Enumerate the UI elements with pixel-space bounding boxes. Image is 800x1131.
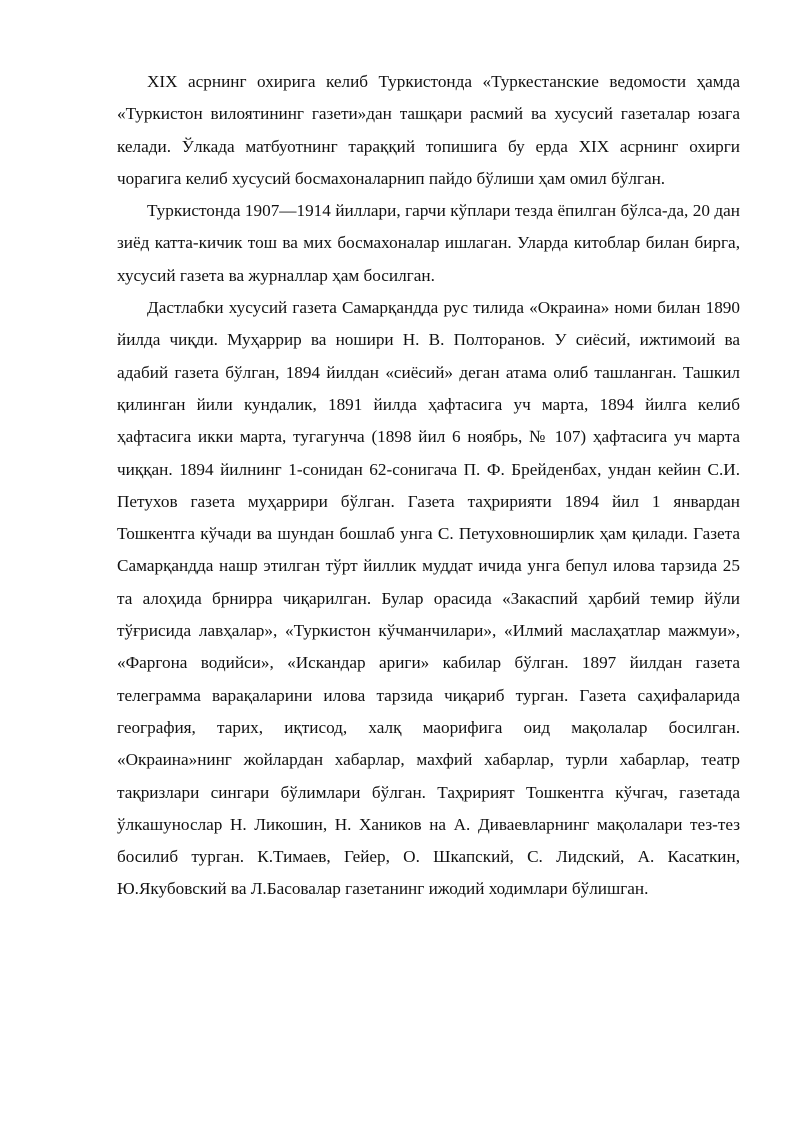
paragraph-2: Туркистонда 1907—1914 йиллари, гарчи кўплари тезда ёпилган бўлса-да, 20 дан зиёд катта-кичик тош ва мих босмахоналар ишлаган. Уларда китоблар билан бирга, хусусий газета ва журналлар ҳам босилган. [117, 201, 740, 285]
paragraph-1: XIX асрнинг охирига келиб Туркистонда «Туркестанские ведомости ҳамда «Туркистон вилоятининг газети»дан ташқари расмий ва хусусий газеталар юзага келади. Ўлкада матбуотнинг тараққий топишига бу ерда XIX асрнинг охирги чорагига келиб хусусий босмахоналарнип пайдо бўлиши ҳам омил бўлган. [117, 72, 740, 188]
document-page [117, 66, 740, 906]
paragraph-3: Дастлабки хусусий газета Самарқандда рус тилида «Окраина» номи билан 1890 йилда чиқди. Муҳаррир ва ношири Н. В. Полторанов. У сиёсий, ижтимоий ва адабий газета бўлган, 1894 йилдан «сиёсий» деган атама олиб ташланган. Ташкил қилинган йили кундалик, 1891 йилда ҳафтасига уч марта, 1894 йилга келиб ҳафтасига икки марта, тугагунча (1898 йил 6 ноябрь, № 107) ҳафтасига уч марта чиққан. 1894 йилнинг 1-сонидан 62-сонигача П. Ф. Брейденбах, ундан кейин С.И. Петухов газета муҳаррири бўлган. Газета таҳририяти 1894 йил 1 январдан Тошкентга кўчади ва шундан бошлаб унга С. Петуховноширлик ҳам қилади. Газета Самарқандда нашр этилган тўрт йиллик муддат ичида унга бепул илова тарзида 25 та алоҳида брнирра чиқарилган. Булар орасида «Закаспий ҳарбий темир йўли тўғрисида лавҳалар», «Туркистон кўчманчилари», «Илмий маслаҳатлар мажмуи», «Фаргона водийси», «Искандар ариги» кабилар бўлган. 1897 йилдан газета телеграмма варақаларини илова тарзида чиқариб турган. Газета саҳифаларида география, тарих, иқтисод, халқ маорифига оид мақолалар босилган. «Окраина»нинг жойлардан хабарлар, махфий хабарлар, турли хабарлар, театр тақризлари сингари бўлимлари бўлган. Таҳририят Тошкентга кўчгач, газетада ўлкашунослар Н. Ликошин, Н. Хаников на А. Диваевларнинг мақолалари тез-тез босилиб турган. К.Тимаев, Гейер, О. Шкапский, С. Лидский, А. Касаткин, Ю.Якубовский ва Л.Басовалар газетанинг ижодий ходимлари бўлишган. [117, 298, 740, 899]
